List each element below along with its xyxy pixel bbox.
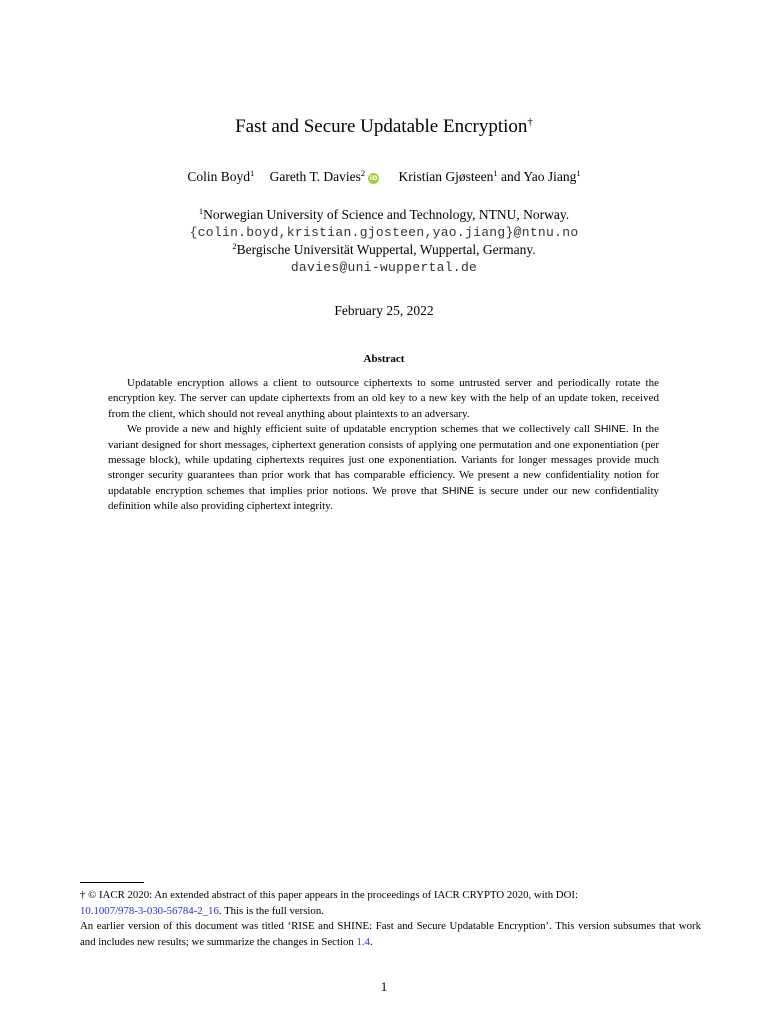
author-gjosteen: Kristian Gjøsteen$^1$	[398, 168, 498, 184]
title-text: Fast and Secure Updatable Encryption	[235, 116, 528, 137]
orcid-icon[interactable]: iD	[369, 174, 378, 182]
author-conjunction: and	[501, 169, 521, 184]
footnote-rule	[80, 882, 144, 883]
paper-title	[0, 116, 768, 138]
author-list	[0, 168, 768, 185]
author-boyd: Colin Boyd$^1$	[187, 168, 255, 184]
scheme-name: SHINE	[441, 484, 474, 497]
abstract-heading: Abstract	[363, 353, 405, 365]
affiliation-2: $^2$Bergische Universität Wuppertal, Wuppertal, Germany.	[232, 241, 536, 257]
scheme-name: SHINE	[593, 423, 626, 436]
affiliation-2-email: davies@uni-wuppertal.de	[290, 260, 478, 275]
abstract-paragraph-2: We provide a new and highly efficient suite of updatable encryption schemes that we collectively call SHINE. In the variant designed for short messages, ciphertext generation consists of applying one permutation and one exponentiation (per message block), while updating ciphertexts requires just one exponentiation. Variants for longer messages provide much stronger security guarantees than prior work that has comparable efficiency. We present a new confidentiality notion for updatable encryption schemes that implies prior notions. We prove that SHINE is secure under our new confidentiality definition while also providing ciphertext integrity.	[108, 423, 660, 513]
paper-date: February 25, 2022	[334, 303, 434, 318]
affiliation-1: $^1$Norwegian University of Science and Technology, NTNU, Norway.	[198, 206, 570, 222]
doi-link[interactable]: 10.1007/978-3-030-56784-2_16	[80, 904, 219, 917]
section-link[interactable]: 1.4	[356, 935, 370, 948]
author-jiang: Yao Jiang$^1$	[523, 168, 581, 184]
author-davies: Gareth T. Davies$^2$ iD	[269, 168, 378, 184]
footnote-line-2: An earlier version of this document was titled ‘RISE and SHINE: Fast and Secure Updatable Encryption’. This version subsumes that work and includes new results; we summarize the changes in Section 1.4.	[80, 920, 701, 948]
abstract-paragraph-1: Updatable encryption allows a client to outsource ciphertexts to some untrusted server and periodically rotate the encryption key. The server can update ciphertexts from an old key to a new key with the help of an update token, received from the client, which should not reveal anything about plaintexts to an adversary.	[108, 377, 659, 420]
title-footnote-mark[interactable]: †	[527, 116, 533, 128]
footnote-line-1: † © IACR 2020: An extended abstract of this paper appears in the proceedings of IACR CRYPTO 2020, with DOI: 10.1007/978-3-030-56784-2_16. This is the full version.	[80, 889, 578, 917]
page-number: 1	[380, 979, 388, 994]
affiliation-1-email: {colin.boyd,kristian.gjosteen,yao.jiang}@ntnu.no	[189, 225, 579, 240]
footnote	[80, 888, 701, 950]
abstract-body	[108, 376, 659, 515]
